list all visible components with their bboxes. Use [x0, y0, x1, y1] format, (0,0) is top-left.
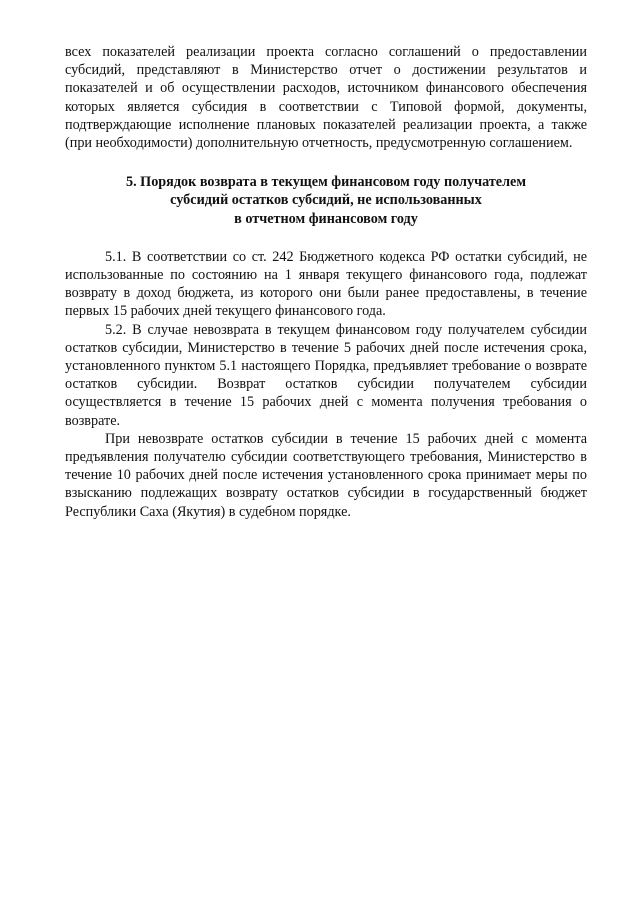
document-body — [65, 43, 587, 521]
section-heading-line-2: субсидий остатков субсидий, не использованных — [170, 192, 482, 209]
paragraph-5-2: 5.2. В случае невозврата в текущем финансовом году получателем субсидии остатков субсидии, Министерство в течение 5 рабочих дней после истечения срока, установленного пунктом 5.1 настоящего Порядка, предъявляет требование о возврате остатков субсидии. Возврат остатков субсидии получателем субсидии осуществляется в течение 15 рабочих дней с момента получения требования о возврате. — [65, 321, 587, 429]
paragraph-nonreturn: При невозврате остатков субсидии в течение 15 рабочих дней с момента предъявления получателю субсидии соответствующего требования, Министерство в течение 10 рабочих дней после истечения установленного срока принимает меры по взысканию подлежащих возврату остатков субсидии в государственный бюджет Республики Саха (Якутия) в судебном порядке. — [65, 430, 587, 520]
section-heading-line-3: в отчетном финансовом году — [234, 210, 418, 227]
section-heading — [65, 173, 587, 228]
paragraph-5-1: 5.1. В соответствии со ст. 242 Бюджетного кодекса РФ остатки субсидий, не использованные по состоянию на 1 января текущего финансового года, подлежат возврату в доход бюджета, из которого они были ранее предоставлены, в течение первых 15 рабочих дней текущего финансового года. — [65, 248, 587, 320]
paragraph-intro: всех показателей реализации проекта согласно соглашений о предоставлении субсидий, представляют в Министерство отчет о достижении результатов и показателей и об осуществлении расходов, источником финансового обеспечения которых является субсидия в соответствии с Типовой формой, документы, подтверждающие исполнение плановых показателей реализации проекта, а также (при необходимости) дополнительную отчетность, предусмотренную соглашением. — [65, 44, 587, 152]
section-heading-line-1: 5. Порядок возврата в текущем финансовом году получателем — [125, 174, 527, 191]
